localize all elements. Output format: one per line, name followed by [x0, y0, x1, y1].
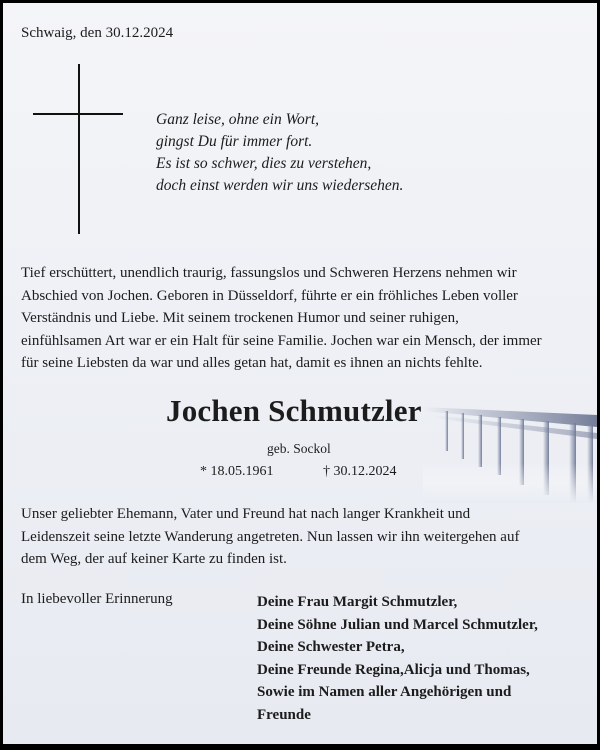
signer-line: Deine Söhne Julian und Marcel Schmutzler, [257, 616, 538, 633]
signer-line: Deine Frau Margit Schmutzler, [257, 594, 458, 610]
closing-line: Unser geliebter Ehemann, Vater und Freund hat nach langer Krankheit und [21, 506, 471, 522]
poem-line: Es ist so schwer, dies zu verstehen, [156, 155, 372, 172]
foggy-pier-image [423, 393, 597, 503]
death-date: † 30.12.2024 [323, 464, 397, 479]
obituary-notice [3, 3, 597, 744]
place-date: Schwaig, den 30.12.2024 [21, 25, 174, 41]
poem-line: doch einst werden wir uns wiedersehen. [156, 177, 404, 194]
poem [156, 109, 403, 197]
intro-paragraph [21, 262, 581, 375]
intro-line: für seine Liebsten da war und alles getan hat, damit es ihnen an nichts fehlte. [21, 355, 483, 371]
closing-paragraph [21, 503, 519, 571]
poem-line: gingst Du für immer fort. [156, 133, 313, 150]
closing-line: Leidenszeit seine letzte Wanderung angetreten. Nun lassen wir ihn weitergehen auf [21, 528, 520, 545]
closing-line: dem Weg, der auf keiner Karte zu finden ist. [21, 551, 287, 567]
signers-list [257, 591, 538, 726]
cross-vertical-bar [78, 64, 80, 234]
birth-name: geb. Sockol [267, 441, 331, 456]
cross-horizontal-bar [33, 113, 123, 115]
signer-line: Deine Schwester Petra, [257, 639, 405, 655]
intro-line: Verständnis und Liebe. Mit seinem trockenen Humor und seiner ruhigen, [21, 310, 459, 326]
intro-line: Tief erschüttert, unendlich traurig, fassungslos und Schweren Herzens nehmen wir [21, 265, 517, 281]
birth-date: * 18.05.1961 [200, 464, 274, 479]
deceased-name: Jochen Schmutzler [166, 393, 422, 428]
memory-label: In liebevoller Erinnerung [21, 591, 173, 607]
signer-line: Sowie im Namen aller Angehörigen und [257, 684, 512, 700]
intro-line: Abschied von Jochen. Geboren in Düsseldorf, führte er ein fröhliches Leben voller [21, 287, 518, 304]
signer-line: Deine Freunde Regina,Alicja und Thomas, [257, 661, 530, 678]
intro-line: einfühlsamen Art war er ein Halt für seine Familie. Jochen war ein Mensch, der immer [21, 332, 542, 349]
signer-line: Freunde [257, 706, 311, 723]
poem-line: Ganz leise, ohne ein Wort, [156, 111, 320, 128]
